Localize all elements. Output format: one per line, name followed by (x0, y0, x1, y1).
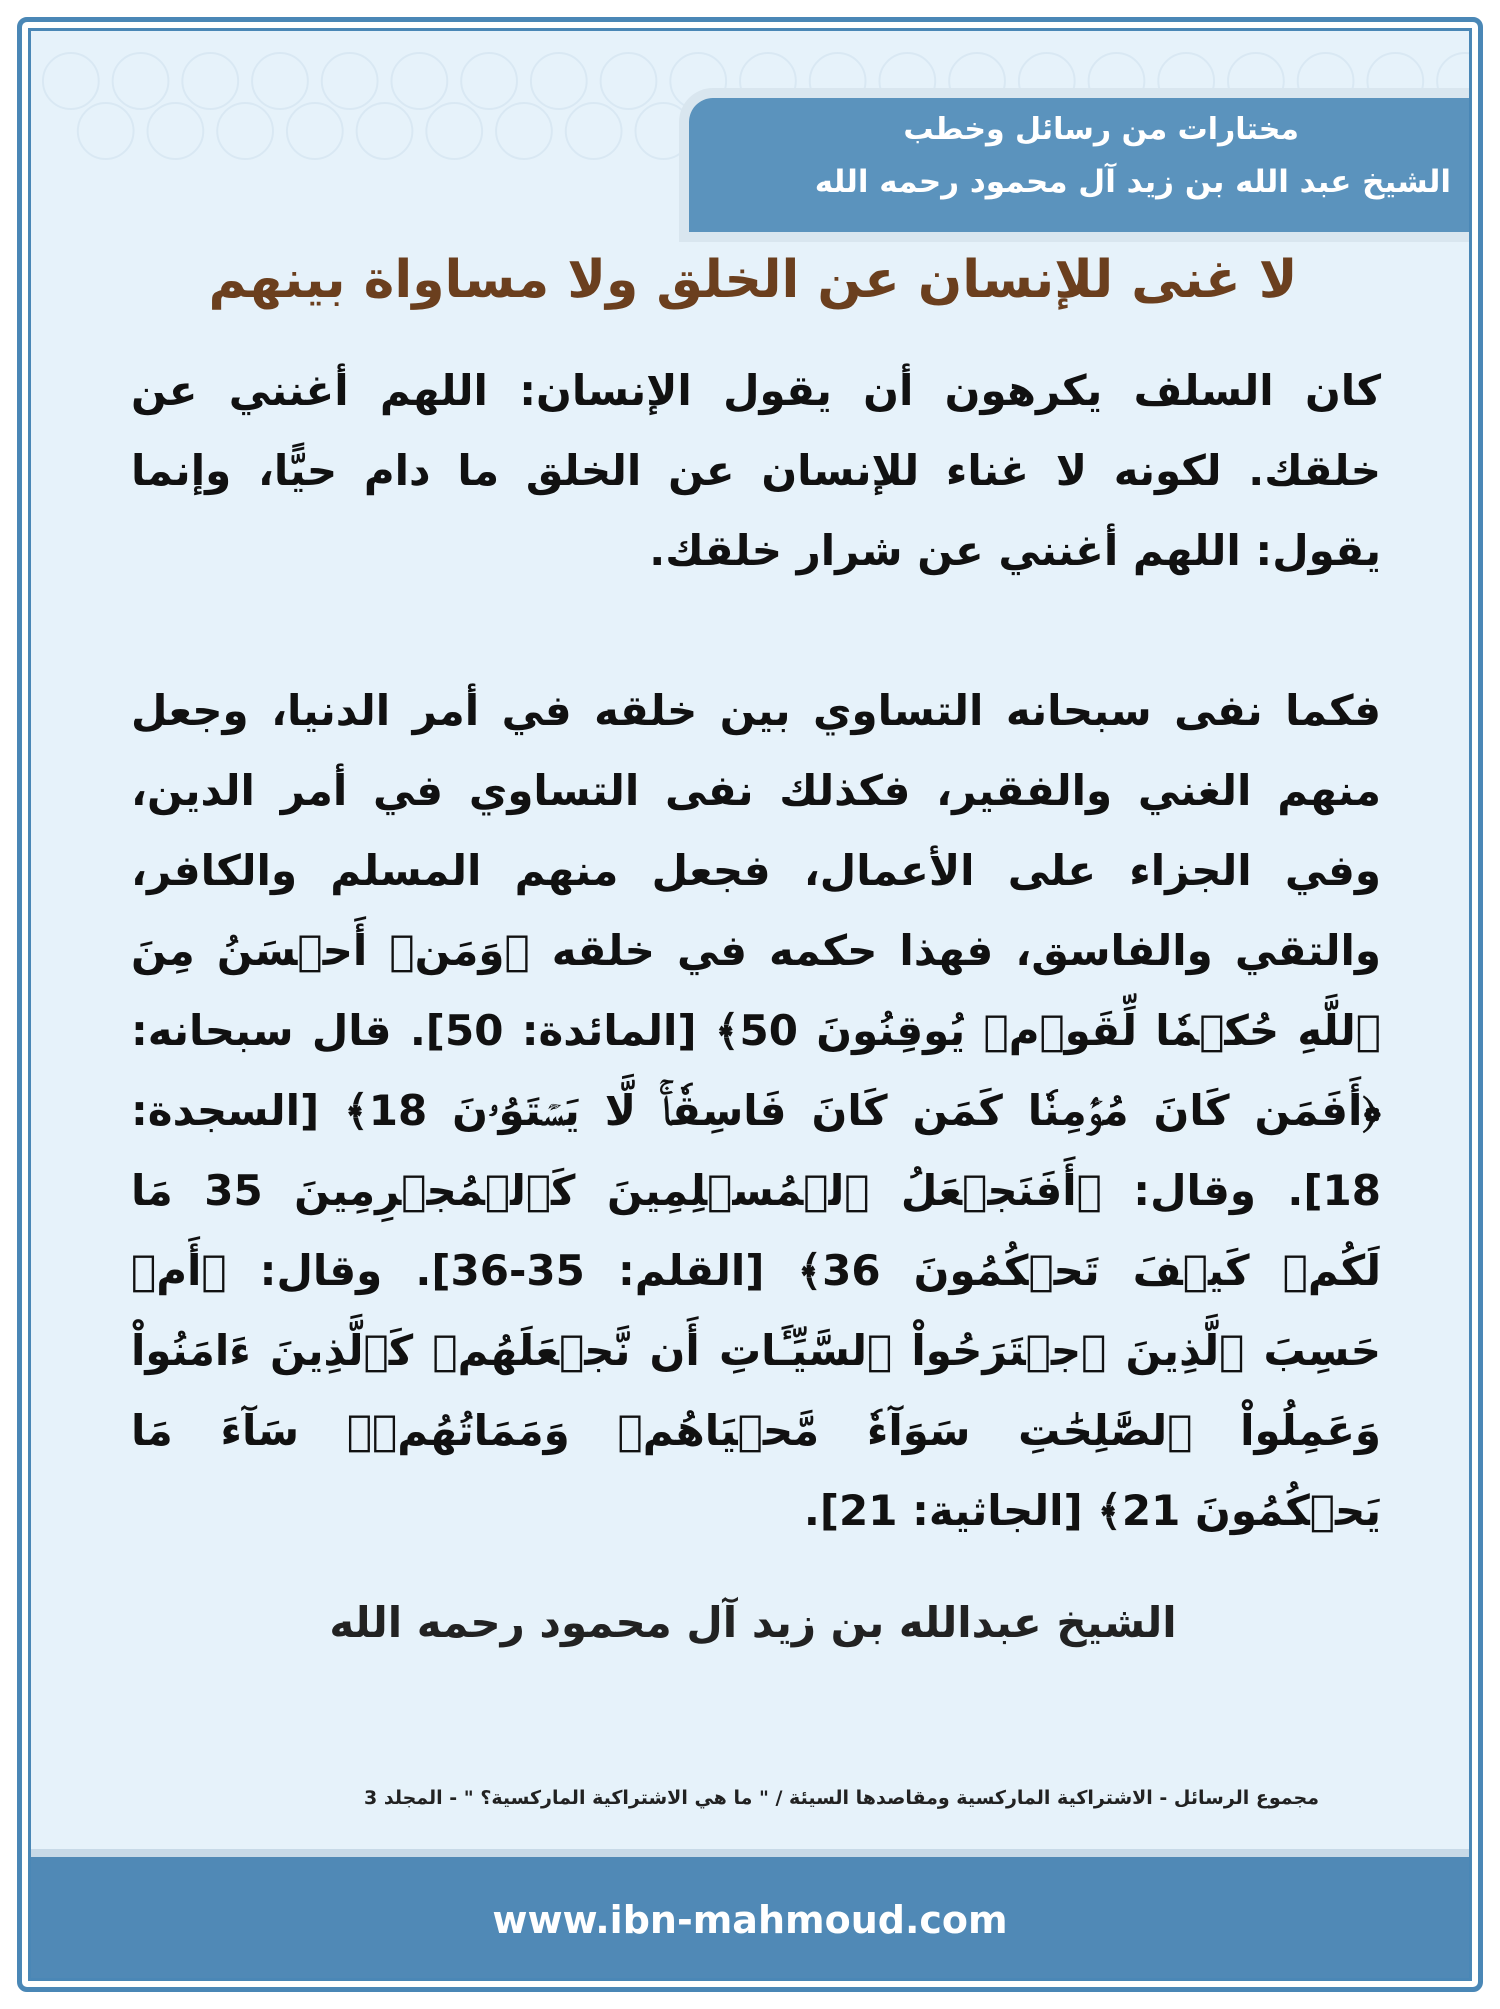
paragraph-2: فكما نفى سبحانه التساوي بين خلقه في أمر الدنيا، وجعل منهم الغني والفقير، فكذلك نفى التساوي في أمر الدين، وفي الجزاء على الأعمال، فجعل منهم المسلم والكافر، والتقي والفاسق، فهذا حكمه في خلقه ﴿وَمَنۡ أَحۡسَنُ مِنَ ٱللَّهِ حُكۡمٗا لِّقَوۡمٖ يُوقِنُونَ 50﴾ [المائدة: 50]. قال سبحانه: ﴿أَفَمَن كَانَ مُؤۡمِنٗا كَمَن كَانَ فَاسِقٗاۚ لَّا يَسۡتَوُۥنَ 18﴾ [السجدة: 18]. وقال: ﴿أَفَنَجۡعَلُ ٱلۡمُسۡلِمِينَ كَٱلۡمُجۡرِمِينَ 35 مَا لَكُمۡ كَيۡفَ تَحۡكُمُونَ 36﴾ [القلم: 35-36]. وقال: ﴿أَمۡ حَسِبَ ٱلَّذِينَ ٱجۡتَرَحُواْ ٱلسَّيِّـَٔاتِ أَن نَّجۡعَلَهُمۡ كَٱلَّذِينَ ءَامَنُواْ وَعَمِلُواْ ٱلصَّٰلِحَٰتِ سَوَآءٗ مَّحۡيَاهُمۡ وَمَمَاتُهُمۡۚ سَآءَ مَا يَحۡكُمُونَ 21﴾ [الجاثية: 21]. (131, 686, 1382, 1535)
website-link[interactable]: www.ibn-mahmoud.com (492, 1898, 1008, 1942)
header-author-name: الشيخ عبد الله بن زيد آل محمود رحمه الله (814, 164, 1451, 200)
article-body (131, 351, 1381, 1551)
header-series-title: مختارات من رسائل وخطب (903, 112, 1299, 147)
document-page (28, 28, 1472, 1981)
article-title: لا غنى للإنسان عن الخلق ولا مساواة بينهم (208, 250, 1298, 310)
footer-banner (31, 1849, 1469, 1981)
author-signature: الشيخ عبدالله بن زيد آل محمود رحمه الله (329, 1598, 1177, 1647)
source-citation: مجموع الرسائل - الاشتراكية الماركسية ومقاصدها السيئة / " ما هي الاشتراكية الماركسية؟ " - المجلد 3 (364, 1787, 1319, 1809)
paragraph-1: كان السلف يكرهون أن يقول الإنسان: اللهم أغنني عن خلقك. لكونه لا غناء للإنسان عن الخلق ما دام حيًّا، وإنما يقول: اللهم أغنني عن شرار خلقك. (131, 366, 1381, 575)
header-banner (689, 98, 1469, 232)
